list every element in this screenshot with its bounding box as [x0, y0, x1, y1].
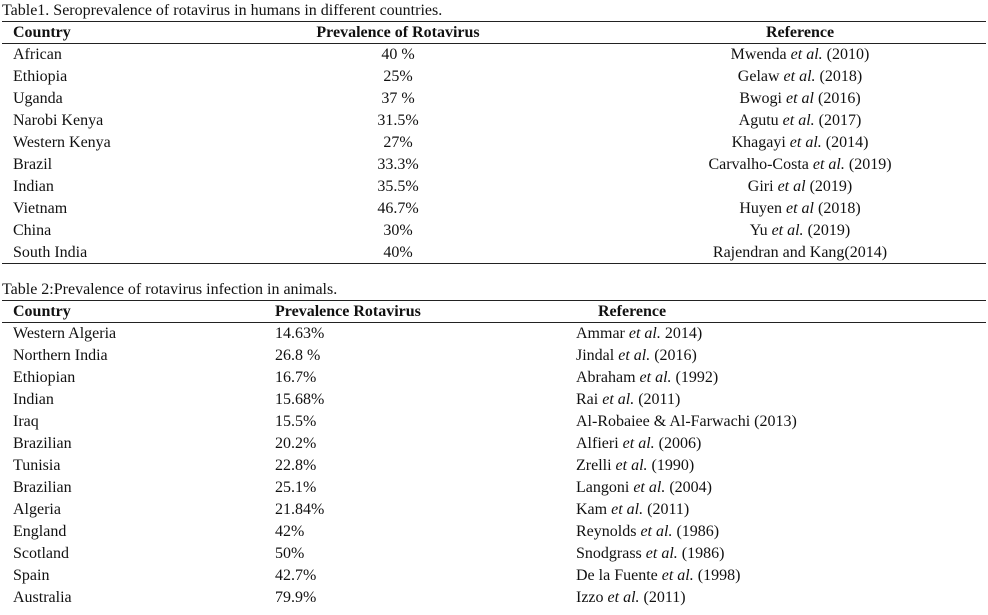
reference-etal: et al [786, 90, 814, 107]
table2-row [0, 521, 988, 543]
country-cell: Vietnam [13, 200, 68, 217]
reference-etal: et al. [615, 457, 648, 474]
reference-etal: et al. [618, 347, 651, 364]
reference-author: Kam [576, 501, 608, 518]
reference-year: (2017) [818, 112, 862, 129]
prevalence-cell: 22.8% [275, 457, 317, 474]
reference-author: Gelaw [737, 68, 780, 85]
country-cell: Uganda [13, 90, 63, 107]
reference-author: Khagayi [731, 134, 786, 151]
reference-etal: et al [786, 200, 814, 217]
table1-row [0, 198, 988, 220]
reference-cell [576, 345, 697, 367]
prevalence-cell: 37 % [381, 90, 415, 107]
reference-author: Giri [747, 178, 774, 195]
table2-row [0, 499, 988, 521]
country-cell: Narobi Kenya [13, 112, 104, 129]
country-cell: Indian [13, 178, 54, 195]
country-cell: Spain [13, 567, 50, 584]
country-cell: Australia [13, 589, 72, 606]
prevalence-cell: 46.7% [377, 200, 419, 217]
table1-header-reference: Reference [765, 24, 835, 41]
table2-row [0, 455, 988, 477]
reference-author: Abraham [576, 369, 636, 386]
reference-year: 2014) [664, 325, 703, 342]
reference-cell [576, 367, 718, 389]
reference-etal: et al. [812, 156, 845, 173]
reference-cell [576, 411, 797, 433]
table1-bottom-rule [2, 263, 986, 264]
prevalence-cell: 16.7% [275, 369, 317, 386]
reference-cell [600, 110, 988, 132]
prevalence-cell: 35.5% [377, 178, 419, 195]
prevalence-cell: 15.5% [275, 413, 317, 430]
country-cell: Brazilian [13, 435, 72, 452]
prevalence-cell: 20.2% [275, 435, 317, 452]
reference-author: Reynolds [576, 523, 637, 540]
country-cell: Brazil [13, 156, 53, 173]
table1-row [0, 220, 988, 242]
reference-author: Huyen [739, 200, 782, 217]
reference-cell [600, 176, 988, 198]
reference-etal: et al. [628, 325, 661, 342]
reference-etal: et al. [783, 68, 816, 85]
reference-author: Agutu [738, 112, 779, 129]
country-cell: Indian [13, 391, 54, 408]
reference-cell [576, 521, 719, 543]
table2-row [0, 565, 988, 587]
reference-year: (2018) [818, 200, 861, 217]
reference-etal: et al. [633, 479, 666, 496]
reference-etal: et al. [661, 567, 694, 584]
reference-year: (2019) [848, 156, 892, 173]
table2-row [0, 389, 988, 411]
prevalence-cell: 50% [275, 545, 305, 562]
reference-author: Mwenda [730, 46, 787, 63]
table1-row [0, 66, 988, 88]
table2-row [0, 367, 988, 389]
reference-cell [600, 220, 988, 242]
reference-year: (2016) [818, 90, 861, 107]
country-cell: Western Algeria [13, 325, 117, 342]
reference-year: (2011) [647, 501, 690, 518]
table1-row [0, 154, 988, 176]
table1-header-country: Country [13, 24, 71, 41]
table1-row [0, 88, 988, 110]
table2-caption: Table 2:Prevalence of rotavirus infection in animals. [2, 281, 338, 298]
reference-author: Ammar [576, 325, 625, 342]
country-cell: England [13, 523, 67, 540]
prevalence-cell: 42.7% [275, 567, 317, 584]
reference-cell [576, 543, 724, 565]
country-cell: Western Kenya [13, 134, 111, 151]
prevalence-cell: 40% [383, 244, 413, 261]
table2-header-prevalence: Prevalence Rotavirus [275, 303, 421, 320]
prevalence-cell: 21.84% [275, 501, 325, 518]
reference-author: Yu [749, 222, 768, 239]
reference-etal: et al. [602, 391, 635, 408]
reference-year: (2011) [643, 589, 686, 606]
country-cell: Brazilian [13, 479, 72, 496]
reference-cell [576, 499, 689, 521]
table2-row [0, 477, 988, 499]
prevalence-cell: 33.3% [377, 156, 419, 173]
prevalence-cell: 26.8 % [275, 347, 321, 364]
reference-year: (1992) [675, 369, 719, 386]
reference-cell [576, 389, 680, 411]
reference-year: (2004) [669, 479, 712, 496]
country-cell: African [13, 46, 62, 63]
prevalence-cell: 79.9% [275, 589, 317, 606]
reference-year: (2006) [658, 435, 702, 452]
prevalence-cell: 40 % [381, 46, 415, 63]
reference-year: (2014) [825, 134, 869, 151]
reference-year: (1986) [676, 523, 720, 540]
table2-row [0, 323, 988, 345]
reference-year: (1990) [651, 457, 695, 474]
country-cell: Tunisia [13, 457, 61, 474]
reference-cell [576, 433, 701, 455]
country-cell: Northern India [13, 347, 108, 364]
country-cell: Ethiopian [13, 369, 76, 386]
prevalence-cell: 42% [275, 523, 305, 540]
reference-cell [600, 198, 988, 220]
reference-etal: et al. [790, 46, 823, 63]
reference-cell [600, 66, 988, 88]
reference-author: Bwogi [739, 90, 782, 107]
reference-year: (2011) [638, 391, 681, 408]
table1-row [0, 44, 988, 66]
country-cell: Algeria [13, 501, 61, 518]
reference-author: Rajendran and Kang(2014) [712, 244, 888, 261]
table1-row [0, 110, 988, 132]
table1-row [0, 242, 988, 264]
reference-year: (2016) [654, 347, 697, 364]
reference-author: Zrelli [576, 457, 612, 474]
table1-row [0, 176, 988, 198]
reference-author: Rai [576, 391, 599, 408]
reference-etal: et al [777, 178, 806, 195]
reference-author: Snodgrass [576, 545, 642, 562]
prevalence-cell: 25.1% [275, 479, 317, 496]
reference-etal: et al. [782, 112, 815, 129]
table1-caption: Table1. Seroprevalence of rotavirus in humans in different countries. [2, 2, 443, 19]
table2-header-country: Country [13, 303, 71, 320]
country-cell: Ethiopia [13, 68, 68, 85]
prevalence-cell: 14.63% [275, 325, 325, 342]
reference-author: Izzo [576, 589, 604, 606]
reference-year: (2019) [809, 178, 853, 195]
reference-cell [576, 477, 712, 499]
table2-row [0, 587, 988, 609]
prevalence-cell: 25% [383, 68, 413, 85]
reference-etal: et al. [611, 501, 644, 518]
reference-etal: et al. [640, 523, 673, 540]
reference-author: Al-Robaiee & Al-Farwachi (2013) [576, 413, 797, 430]
reference-author: Jindal [576, 347, 615, 364]
country-cell: Scotland [13, 545, 69, 562]
reference-etal: et al. [607, 589, 640, 606]
reference-author: Langoni [576, 479, 630, 496]
reference-year: (1986) [681, 545, 725, 562]
reference-cell [600, 132, 988, 154]
prevalence-cell: 27% [383, 134, 413, 151]
country-cell: South India [13, 244, 88, 261]
table2-row [0, 345, 988, 367]
reference-etal: et al. [771, 222, 804, 239]
reference-cell [600, 242, 988, 264]
table2-row [0, 433, 988, 455]
table2-row [0, 543, 988, 565]
reference-author: Carvalho-Costa [708, 156, 809, 173]
prevalence-cell: 15.68% [275, 391, 325, 408]
reference-cell [576, 455, 694, 477]
prevalence-cell: 31.5% [377, 112, 419, 129]
reference-cell [576, 565, 740, 587]
reference-year: (2019) [807, 222, 851, 239]
reference-etal: et al. [789, 134, 822, 151]
reference-cell [600, 88, 988, 110]
reference-cell [576, 323, 702, 345]
reference-cell [600, 154, 988, 176]
prevalence-cell: 30% [383, 222, 413, 239]
reference-etal: et al. [639, 369, 672, 386]
reference-year: (1998) [697, 567, 741, 584]
reference-author: Alfieri [576, 435, 619, 452]
table1-header-prevalence: Prevalence of Rotavirus [316, 24, 480, 41]
reference-author: De la Fuente [576, 567, 658, 584]
reference-cell [600, 44, 988, 66]
table1-header-row [0, 22, 988, 44]
country-cell: Iraq [13, 413, 39, 430]
table2-header-reference: Reference [598, 303, 667, 320]
reference-etal: et al. [622, 435, 655, 452]
table2-header-row [0, 301, 988, 323]
table1-row [0, 132, 988, 154]
reference-year: (2018) [819, 68, 863, 85]
reference-etal: et al. [645, 545, 678, 562]
reference-cell [576, 587, 686, 609]
reference-year: (2010) [826, 46, 870, 63]
table2-row [0, 411, 988, 433]
country-cell: China [13, 222, 52, 239]
